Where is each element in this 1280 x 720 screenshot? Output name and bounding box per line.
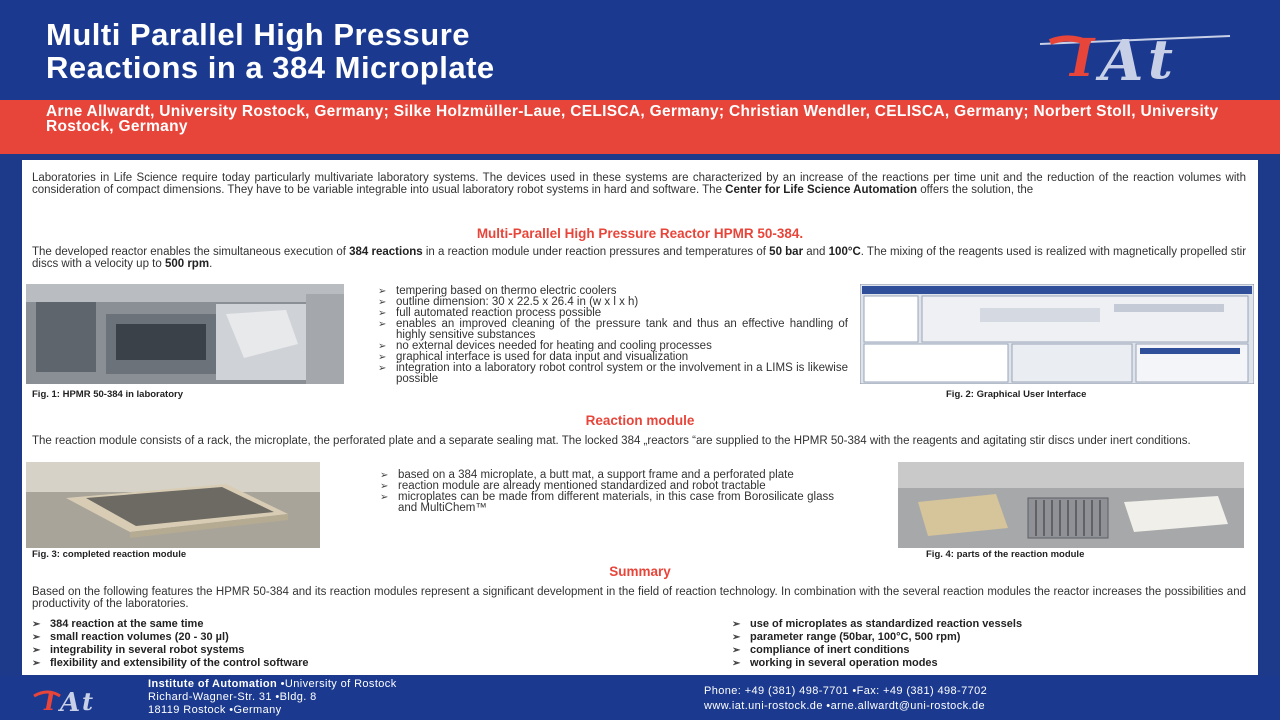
- svg-text:A: A: [1100, 28, 1144, 90]
- footer-email-link[interactable]: • arne.allwardt@uni-rostock.de: [823, 700, 985, 712]
- iat-logo: [1030, 14, 1250, 90]
- poster-footer: [0, 676, 1280, 720]
- section-title-reactor: Multi-Parallel High Pressure Reactor HPMR 50-384.: [476, 226, 804, 241]
- fig3-module-photo: [26, 462, 320, 548]
- svg-text:t: t: [82, 687, 94, 714]
- footer-building: • Bldg. 8: [272, 691, 317, 703]
- fig2-gui-screenshot: [860, 284, 1254, 384]
- reaction-module-paragraph: The reaction module consists of a rack, the microplate, the perforated plate and a separate sealing mat. The locked 384 „reactors “are supplied to the HPMR 50-384 with the reagents and agitating stir discs under inert conditions.: [32, 435, 1191, 447]
- list-item: ➢ tempering based on thermo electric coolers: [378, 286, 848, 297]
- intro-bold: Center for Life Science Automation: [725, 184, 918, 196]
- authors-bar: [0, 100, 1280, 154]
- fig2-caption: Fig. 2: Graphical User Interface: [946, 389, 1087, 400]
- fig1-laboratory-photo: [26, 284, 344, 384]
- fig1-caption: Fig. 1: HPMR 50-384 in laboratory: [32, 389, 183, 400]
- footer-fax: • Fax: +49 (381) 498-7702: [849, 685, 987, 697]
- list-item: ➢ microplates can be made from different materials, in this case from Borosilicate glass and MultiChem™: [380, 492, 834, 514]
- footer-institute: Institute of Automation: [148, 678, 278, 690]
- reactor-bold-4: 500 rpm: [164, 258, 210, 270]
- list-item: ➢ integrability in several robot systems: [32, 644, 552, 657]
- content-panel: [22, 160, 1258, 675]
- title-line-2: Reactions in a 384 Microplate: [46, 50, 495, 85]
- list-item: ➢ flexibility and extensibility of the control software: [32, 657, 552, 670]
- footer-iat-logo: [30, 682, 130, 714]
- intro-text: Laboratories in Life Science require today particularly multivariate laboratory systems. The devices used in these systems are characterized by an increase of the reactions per time unit and the reduction of the reaction volumes with consideration of compact dimensions. They have to be variable integrable into usual laboratory robot systems in hard and software. The: [32, 172, 1246, 196]
- reactor-text-4: . The mixing of the reagents used is realized with magnetically propelled stir discs with a velocity up to: [32, 246, 1247, 270]
- title-line-1: Multi Parallel High Pressure: [46, 17, 471, 52]
- list-item: ➢ full automated reaction process possible: [378, 308, 848, 319]
- svg-text:I: I: [44, 687, 56, 714]
- reactor-bold-2: 50 bar: [769, 246, 804, 258]
- list-item: ➢ 384 reaction at the same time: [32, 618, 552, 631]
- reactor-text-1: The developed reactor enables the simultaneous execution of: [32, 246, 350, 258]
- footer-phone: Phone: +49 (381) 498-7701: [704, 685, 849, 697]
- list-item: ➢ no external devices needed for heating and cooling processes: [378, 341, 848, 352]
- footer-city: 18119 Rostock: [148, 704, 226, 716]
- footer-country: • Germany: [226, 704, 282, 716]
- reactor-paragraph: [32, 246, 1246, 270]
- list-item: ➢ graphical interface is used for data input and visualization: [378, 352, 848, 363]
- footer-university: • University of Rostock: [277, 678, 396, 690]
- reactor-bold-1: 384 reactions: [349, 246, 423, 258]
- list-item: ➢ small reaction volumes (20 - 30 µl): [32, 631, 552, 644]
- reactor-text-3: and: [803, 246, 829, 258]
- poster-header: [0, 0, 1280, 100]
- list-item: ➢ use of microplates as standardized reaction vessels: [732, 618, 1252, 631]
- svg-text:A: A: [60, 688, 81, 714]
- section-title-reaction-module: Reaction module: [585, 413, 695, 428]
- list-item: ➢ parameter range (50bar, 100°C, 500 rpm): [732, 631, 1252, 644]
- intro-tail: offers the solution, the: [917, 184, 1034, 196]
- list-item: ➢ enables an improved cleaning of the pressure tank and thus an effective handling of highly sensitive substances: [378, 319, 848, 341]
- intro-paragraph: [32, 172, 1246, 196]
- section-title-summary: Summary: [609, 564, 671, 579]
- poster-title: [46, 18, 1006, 84]
- fig3-caption: Fig. 3: completed reaction module: [32, 549, 187, 560]
- fig4-caption: Fig. 4: parts of the reaction module: [926, 549, 1085, 560]
- list-item: ➢ reaction module are already mentioned standardized and robot tractable: [380, 481, 834, 492]
- authors-text: Arne Allwardt, University Rostock, Germany; Silke Holzmüller-Laue, CELISCA, Germany; Christian Wendler, CELISCA, Germany; Norbert Stoll, University Rostock, Germany: [46, 103, 1219, 135]
- list-item: ➢ outline dimension: 30 x 22.5 x 26.4 in (w x l x h): [378, 297, 848, 308]
- footer-contact: [704, 684, 987, 714]
- reactor-feature-list: [378, 286, 848, 385]
- summary-features-right: [732, 618, 1252, 670]
- svg-text:t: t: [1148, 27, 1173, 90]
- reactor-text-5: .: [209, 258, 213, 270]
- svg-text:I: I: [1070, 28, 1095, 89]
- footer-street: Richard-Wagner-Str. 31: [148, 691, 272, 703]
- reaction-module-feature-list: [380, 470, 834, 514]
- list-item: ➢ working in several operation modes: [732, 657, 1252, 670]
- list-item: ➢ compliance of inert conditions: [732, 644, 1252, 657]
- reactor-text-2: in a reaction module under reaction pressures and temperatures of: [422, 246, 770, 258]
- footer-address: [148, 678, 397, 717]
- list-item: ➢ based on a 384 microplate, a butt mat, a support frame and a perforated plate: [380, 470, 834, 481]
- fig4-parts-photo: [898, 462, 1244, 548]
- list-item: ➢ integration into a laboratory robot control system or the involvement in a LIMS is likewise possible: [378, 363, 848, 385]
- footer-web-link[interactable]: www.iat.uni-rostock.de: [704, 700, 823, 712]
- summary-features-left: [32, 618, 552, 670]
- reactor-bold-3: 100°C: [828, 246, 861, 258]
- summary-paragraph: Based on the following features the HPMR 50-384 and its reaction modules represent a significant development in the field of reaction technology. In combination with the several reaction modules the reactor increases the possibilities and productivity of the laboratories.: [32, 586, 1246, 610]
